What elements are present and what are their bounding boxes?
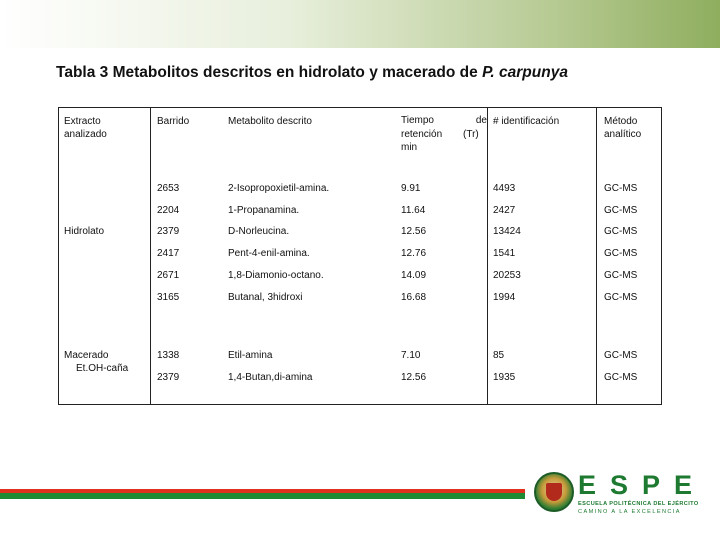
cell-identificacion: 1935 bbox=[493, 372, 516, 383]
cell-metodo: GC-MS bbox=[604, 350, 638, 361]
column-divider bbox=[596, 108, 597, 404]
cell-metabolito: Etil-amina bbox=[228, 350, 273, 361]
cell-metabolito: 1,8-Diamonio-octano. bbox=[228, 270, 324, 281]
header-tr: (Tr) bbox=[463, 129, 479, 140]
cell-barrido: 2379 bbox=[157, 226, 180, 237]
cell-metodo: GC-MS bbox=[604, 183, 638, 194]
header-barrido: Barrido bbox=[157, 116, 190, 127]
group-label-macerado-solvent: Et.OH-caña bbox=[76, 363, 129, 374]
slide-title bbox=[56, 64, 696, 82]
header-identificacion: # identificación bbox=[493, 116, 560, 127]
cell-barrido: 2379 bbox=[157, 372, 180, 383]
cell-tiempo: 9.91 bbox=[401, 183, 421, 194]
title-species: P. carpunya bbox=[482, 64, 568, 81]
cell-tiempo: 12.56 bbox=[401, 372, 427, 383]
cell-metabolito: 1-Propanamina. bbox=[228, 205, 300, 216]
footer-green-stripe bbox=[0, 493, 525, 499]
group-label-hidrolato: Hidrolato bbox=[64, 226, 105, 237]
espe-logo bbox=[578, 470, 712, 516]
column-divider bbox=[487, 108, 488, 404]
cell-metodo: GC-MS bbox=[604, 292, 638, 303]
cell-identificacion: 4493 bbox=[493, 183, 516, 194]
logo-wordmark: ESPE bbox=[578, 470, 707, 500]
cell-metodo: GC-MS bbox=[604, 226, 638, 237]
cell-metodo: GC-MS bbox=[604, 372, 638, 383]
espe-seal-icon bbox=[534, 472, 574, 512]
header-metabolito: Metabolito descrito bbox=[228, 116, 312, 127]
cell-metabolito: 1,4-Butan,di-amina bbox=[228, 372, 313, 383]
logo-motto: CAMINO A LA EXCELENCIA bbox=[578, 509, 681, 515]
cell-tiempo: 11.64 bbox=[401, 205, 426, 216]
logo-institution: ESCUELA POLITÉCNICA DEL EJÉRCITO bbox=[578, 501, 699, 507]
cell-identificacion: 1994 bbox=[493, 292, 516, 303]
cell-metabolito: Pent-4-enil-amina. bbox=[228, 248, 310, 259]
cell-identificacion: 85 bbox=[493, 350, 505, 361]
cell-tiempo: 12.76 bbox=[401, 248, 427, 259]
cell-barrido: 2653 bbox=[157, 183, 180, 194]
header-de-word: de bbox=[475, 115, 487, 126]
cell-metabolito: Butanal, 3hidroxi bbox=[228, 292, 303, 303]
cell-metabolito: 2-Isopropoxietil-amina. bbox=[228, 183, 330, 194]
cell-barrido: 2417 bbox=[157, 248, 180, 259]
cell-metodo: GC-MS bbox=[604, 205, 638, 216]
group-label-macerado: Macerado bbox=[64, 350, 109, 361]
cell-identificacion: 20253 bbox=[493, 270, 521, 281]
cell-metodo: GC-MS bbox=[604, 248, 638, 259]
cell-metabolito: D-Norleucina. bbox=[228, 226, 290, 237]
cell-identificacion: 1541 bbox=[493, 248, 516, 259]
header-tiempo-min: min bbox=[401, 142, 418, 153]
cell-barrido: 2671 bbox=[157, 270, 180, 281]
header-metodo: Método analítico bbox=[604, 116, 642, 140]
header-extracto: Extracto analizado bbox=[64, 116, 107, 140]
metabolites-table bbox=[58, 107, 662, 405]
cell-barrido: 2204 bbox=[157, 205, 180, 216]
cell-tiempo: 16.68 bbox=[401, 292, 427, 303]
cell-barrido: 1338 bbox=[157, 350, 180, 361]
cell-barrido: 3165 bbox=[157, 292, 180, 303]
top-gradient-band bbox=[0, 0, 720, 48]
title-prefix: Tabla 3 Metabolitos descritos en hidrolato y macerado de bbox=[56, 64, 483, 81]
header-tiempo-word: Tiempo bbox=[401, 115, 434, 126]
cell-metodo: GC-MS bbox=[604, 270, 638, 281]
header-tiempo-retencion: retención bbox=[401, 129, 443, 140]
cell-identificacion: 13424 bbox=[493, 226, 521, 237]
cell-tiempo: 12.56 bbox=[401, 226, 427, 237]
column-divider bbox=[150, 108, 151, 404]
cell-tiempo: 7.10 bbox=[401, 350, 421, 361]
cell-identificacion: 2427 bbox=[493, 205, 516, 216]
header-tiempo-line1 bbox=[401, 115, 487, 126]
cell-tiempo: 14.09 bbox=[401, 270, 427, 281]
